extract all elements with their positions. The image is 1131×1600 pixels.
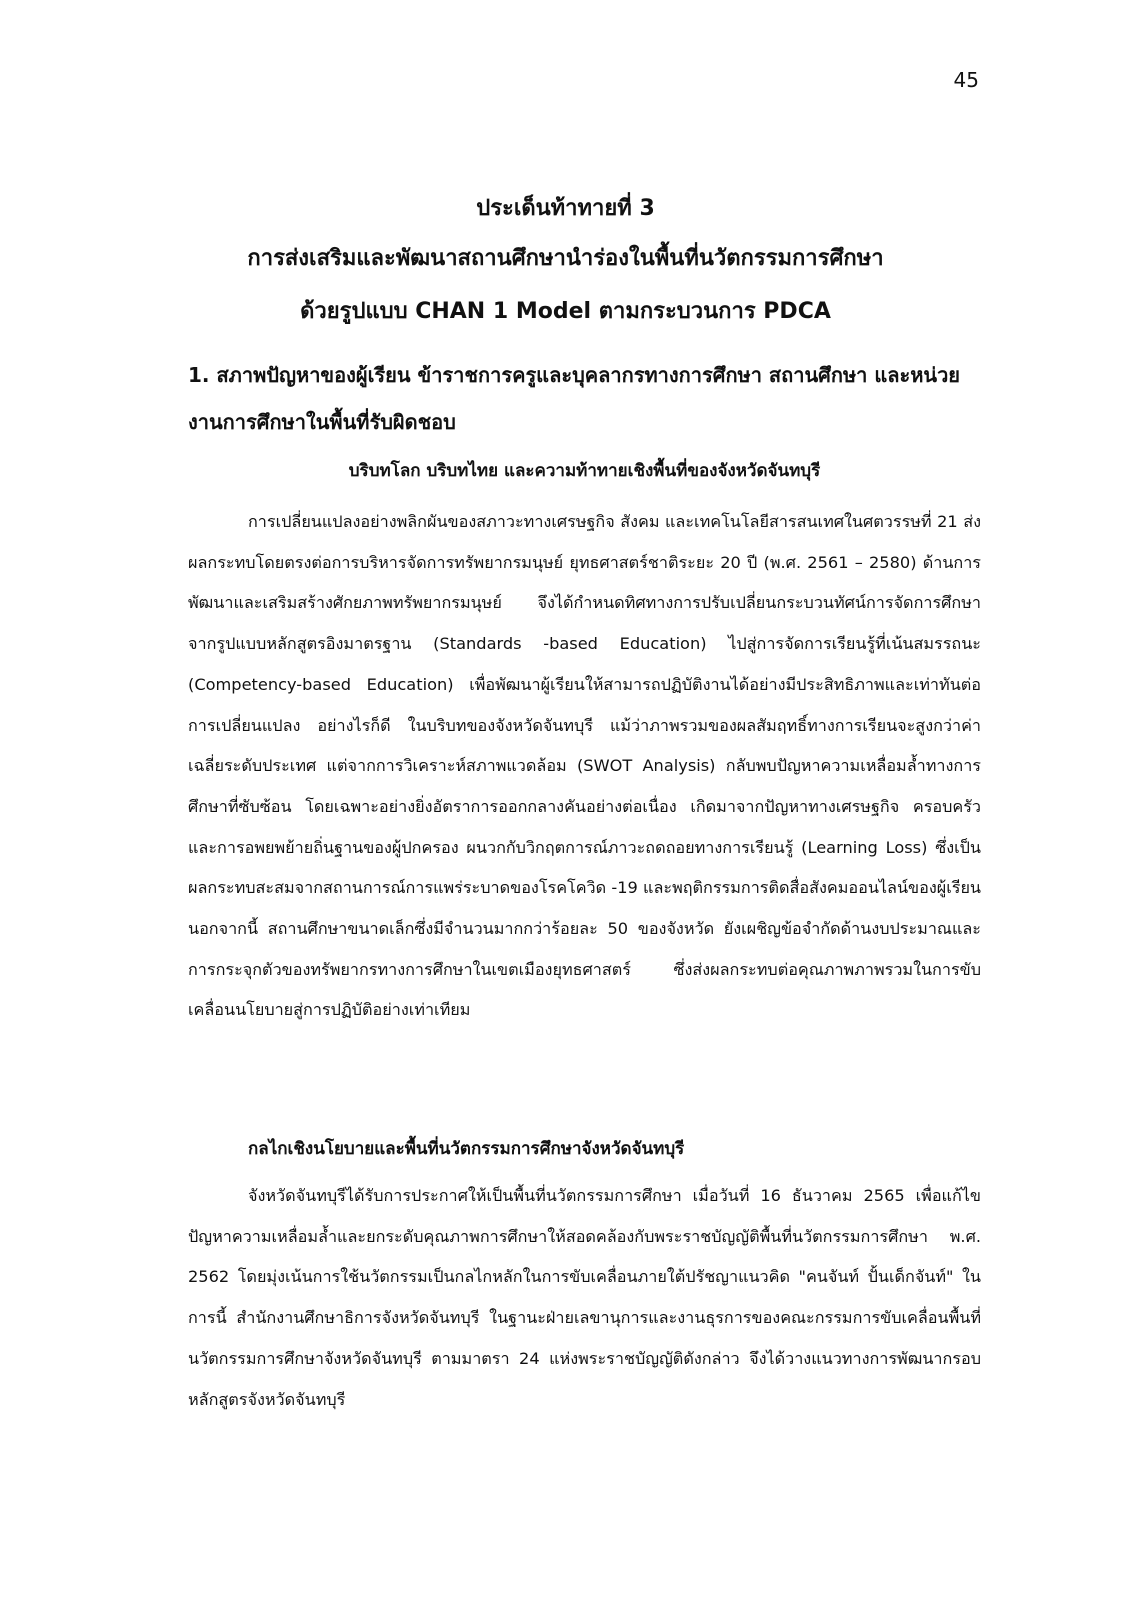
paragraph-policy: จังหวัดจันทบุรีได้รับการประกาศให้เป็นพื้นที่นวัตกรรมการศึกษา เมื่อวันที่ 16 ธันวาคม 2565 เพื่อแก้ไขปัญหาความเหลื่อมล้ำและยกระดับคุณภาพการศึกษาให้สอดคล้องกับพระราชบัญญัติพื้นที่นวัตกรรมการศึกษา พ.ศ. 2562 โดยมุ่งเน้นการใช้นวัตกรรมเป็นกลไกหลักในการขับเคลื่อนภายใต้ปรัชญาแนวคิด "คนจันท์ ปั้นเด็กจันท์" ในการนี้ สำนักงานศึกษาธิการจังหวัดจันทบุรี ในฐานะฝ่ายเลขานุการและงานธุรการของคณะกรรมการขับเคลื่อนพื้นที่นวัตกรรมการศึกษาจังหวัดจันทบุรี ตามมาตรา 24 แห่งพระราชบัญญัติดังกล่าว จึงได้วางแนวทางการพัฒนากรอบหลักสูตรจังหวัดจันทบุรี — [188, 1186, 981, 1409]
challenge-title: ประเด็นท้าทายที่ 3 — [476, 196, 655, 221]
subsection-heading-context: บริบทโลก บริบทไทย และความท้าทายเชิงพื้นที่ของจังหวัดจันทบุรี — [348, 461, 821, 481]
subsection-heading-policy: กลไกเชิงนโยบายและพื้นที่นวัตกรรมการศึกษาจังหวัดจันทบุรี — [248, 1139, 685, 1159]
paragraph-context: การเปลี่ยนแปลงอย่างพลิกผันของสภาวะทางเศรษฐกิจ สังคม และเทคโนโลยีสารสนเทศในศตวรรษที่ 21 ส่งผลกระทบโดยตรงต่อการบริหารจัดการทรัพยากรมนุษย์ ยุทธศาสตร์ชาติระยะ 20 ปี (พ.ศ. 2561 – 2580) ด้านการพัฒนาและเสริมสร้างศักยภาพทรัพยากรมนุษย์ จึงได้กำหนดทิศทางการปรับเปลี่ยนกระบวนทัศน์การจัดการศึกษา จากรูปแบบหลักสูตรอิงมาตรฐาน (Standards -based Education) ไปสู่การจัดการเรียนรู้ที่เน้นสมรรถนะ (Competency-based Education) เพื่อพัฒนาผู้เรียนให้สามารถปฏิบัติงานได้อย่างมีประสิทธิภาพและเท่าทันต่อการเปลี่ยนแปลง อย่างไรก็ดี ในบริบทของจังหวัดจันทบุรี แม้ว่าภาพรวมของผลสัมฤทธิ์ทางการเรียนจะสูงกว่าค่าเฉลี่ยระดับประเทศ แต่จากการวิเคราะห์สภาพแวดล้อม (SWOT Analysis) กลับพบปัญหาความเหลื่อมล้ำทางการศึกษาที่ซับซ้อน โดยเฉพาะอย่างยิ่งอัตราการออกกลางคันอย่างต่อเนื่อง เกิดมาจากปัญหาทางเศรษฐกิจ ครอบครัว และการอพยพย้ายถิ่นฐานของผู้ปกครอง ผนวกกับวิกฤตการณ์ภาวะถดถอยทางการเรียนรู้ (Learning Loss) ซึ่งเป็นผลกระทบสะสมจากสถานการณ์การแพร่ระบาดของโรคโควิด -19 และพฤติกรรมการติดสื่อสังคมออนไลน์ของผู้เรียน นอกจากนี้ สถานศึกษาขนาดเล็กซึ่งมีจำนวนมากกว่าร้อยละ 50 ของจังหวัด ยังเผชิญข้อจำกัดด้านงบประมาณและการกระจุกตัวของทรัพยากรทางการศึกษาในเขตเมืองยุทธศาสตร์ ซึ่งส่งผลกระทบต่อคุณภาพภาพรวมในการขับเคลื่อนนโยบายสู่การปฏิบัติอย่างเท่าเทียม — [188, 512, 981, 1020]
main-subtitle: ด้วยรูปแบบ CHAN 1 Model ตามกระบวนการ PDCA — [300, 299, 831, 324]
main-title: การส่งเสริมและพัฒนาสถานศึกษานำร่องในพื้นที่นวัตกรรมการศึกษา — [247, 246, 884, 271]
section-heading: 1. สภาพปัญหาของผู้เรียน ข้าราชการครูและบุคลากรทางการศึกษา สถานศึกษา และหน่วยงานการศึกษาในพื้นที่รับผิดชอบ — [188, 363, 961, 434]
page-number: 45 — [953, 68, 979, 92]
